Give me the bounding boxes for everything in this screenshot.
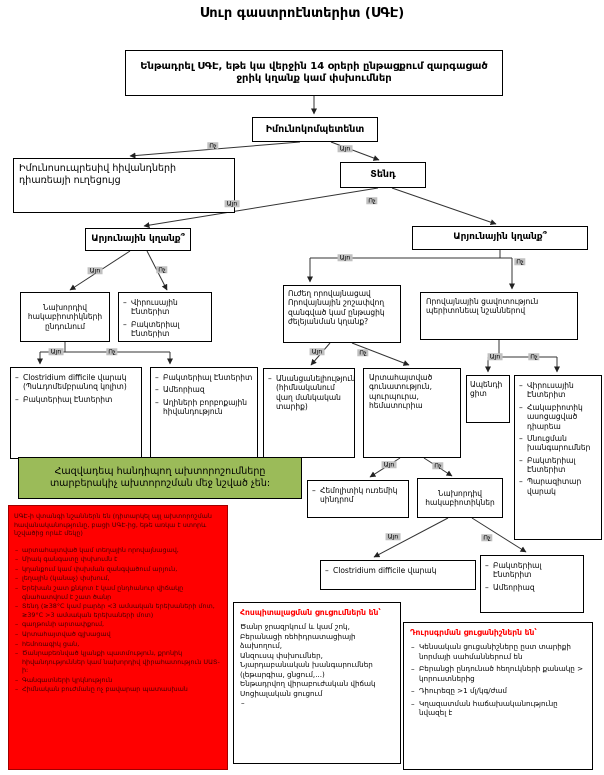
list-item: – Հիմնական բուժմանը ոչ բավարար պատասխան [14,685,222,694]
no-label: Ոչ [158,265,166,274]
list-item: – Բակտերիալ Էնտերիտ [122,320,209,339]
list-item: – հեմոռագիկ ցան, [14,640,222,649]
list-item: – Բակտերիալ Էնտերիտ [518,456,599,475]
node-cdiff-infection [320,560,476,590]
list-item: Բերանացի ռեհիդրատացիայի ձախողում, [240,631,356,651]
yes-label: Այո [311,347,323,356]
list-item: – Պարազիտար վարակ [518,477,599,496]
list-item: – Արտահայտված գլխացավ [14,630,222,639]
node-bloody-stool-right: Արյունային կղանք՞ [412,226,588,250]
yes-label: Այո [50,347,62,356]
node-immunocompetent: Իմունոկոմպետենտ [252,117,378,142]
list-item: – Սնուցման խանգարումներ [518,434,599,453]
yes-label: Այո [89,266,101,275]
list-item: – Հեմոլիտիկ ուռեմիկ սինդրոմ [311,486,406,505]
list-item: – արտահայտված կամ տեղային որովայնացավ, [14,546,222,555]
no-label: Ոչ [434,461,442,470]
no-label: Ոչ [530,352,538,361]
list-item: – Աղիների բորբոքային հիվանդություն [154,398,255,417]
node-bacterial-amoebiasis-ibd-list [150,367,258,459]
node-appendicitis: Ապենդիցիտ [466,375,510,423]
list-item: – Երեխան շատ քնկոտ է կամ ընդհանուր վիճակը գնահատվում է շատ ծանր [14,584,222,601]
yes-label: Այո [339,253,351,262]
node-pallor-purpura-hematuria: Արտահայտված գունատություն, պուրպուրա, հեմատուրիա [363,368,461,458]
node-nonbloody-differential-list [514,375,602,540]
danger-signs-intro: ՍԳԷ-ի վտանգի նշաններն են (դիտարկել այլ ախտորոշման հավանականությունը, բացի ՍԳԷ-ից, եթե առկա է ստորև նշվածից որևէ մեկը) [14,512,212,538]
list-item: – Վիրուսային Էնտերիտ [518,381,599,400]
no-label: Ոչ [209,141,217,150]
list-item: – Clostridium difficile վարակ [324,566,473,575]
node-prior-antibiotics-intake: Նախորդիվ հակաբիոտիկների ընդունում [20,292,110,342]
yes-label: Այո [226,199,238,208]
no-label: Ոչ [516,257,524,266]
hospitalization-title: Հոսպիտալացման ցուցումներն են՝ [240,608,381,617]
list-item: – Կղազատման հաճախականությունը նվազել է [410,699,586,718]
node-bacterial-amoebiasis-list [480,555,584,613]
list-item: – Ծանրաբեռնված կյանքի պատմություն, քրոնիկ հիվանդություններ կամ նախորդիվ վիրահատություն ՍԱՏ-ի: [14,649,222,675]
node-severe-abdominal-pain: Ուժեղ որովայնացավ Որովայնային շոշափվող զանգված կամ ընթացիկ ժելեյանման կղանք? [283,285,401,343]
list-item: – Ամեորիազ [484,583,581,592]
list-item: – Բակտերիալ Էնտերիտ [14,395,139,404]
yes-label: Այո [387,532,399,541]
danger-signs-box [8,505,228,770]
no-label: Ոչ [368,196,376,205]
list-item: – Վիրուսային Էնտերիտ [122,298,209,317]
list-item: – Դիուրեզը >1 մլ/կգ/ժամ [410,686,586,696]
list-item: Ծանր ջրազրկում և կամ շոկ, [240,622,350,632]
discharge-box [403,622,593,770]
no-label: Ոչ [359,348,367,357]
yes-label: Այո [339,144,351,153]
no-label: Ոչ [108,347,116,356]
node-bloody-stool-left: Արյունային կղանք՞ [85,228,191,251]
node-viral-bacterial-enteritis [118,292,212,342]
list-item: – Գանգատների կրկնություն [14,676,222,685]
page-title: Սուր գաստրոէնտերիտ (ՍԳԷ) [199,6,405,21]
list-item: – Անանցանելիություն (հիմնականում վաղ մանկական տարիք) [267,374,352,412]
node-prior-antibiotics: Նախորդիվ հակաբիոտիկներ [417,478,503,518]
node-cdiff-colitis-list [10,367,142,459]
no-label: Ոչ [483,533,491,542]
rare-diagnoses-note: Հազվադեպ հանդիպող ախտորոշումները տարբերակիչ ախտորոշման մեջ նշված չեն: [18,457,302,499]
list-item: Նյարդաբանական խանգարումներ (լեթարգիա, ցնցում,...) [240,660,373,679]
yes-label: Այո [383,460,395,469]
node-fever: Տենդ [340,162,426,188]
list-item: – Բակտերիալ Էնտերիտ [484,561,581,580]
list-item: – Clostridium difficile վարակ (Պսևդոմեմբրանոզ կոլիտ) [14,373,139,392]
list-item: Սոցիալական ցուցում [240,688,323,698]
list-item: – լեղային (կանաչ) փսխում, [14,574,222,583]
list-item: – Կենսական ցուցանիշները ըստ տարիքի նորմայի սահմաններում են [410,642,586,661]
list-item: – Ամեորիազ [154,385,255,394]
list-item: Անզուսպ փսխումներ, [240,650,323,660]
node-immunosuppressed-guide: Իմունոսուպրեսիվ հիվանդների դիառեայի ուղեցույց [13,158,235,213]
discharge-title: Դուրսգրման ցուցանիշներն են՝ [410,628,537,637]
list-item: – Միակ գանգատը փսխումն է [14,555,222,564]
yes-label: Այո [489,352,501,361]
node-intussusception [263,368,355,458]
node-peritoneal-signs: Որովայնային ցավոտություն պերիտոնեալ նշաններով [420,292,578,340]
list-item: – Հակաբիոտիկ ասոցացված դիարեա [518,403,599,431]
list-item: – գաղթունի արտափքում, [14,620,222,629]
node-hemolytic-uremic-syndrome [307,480,409,518]
hospitalization-box [233,602,401,764]
list-item: – Բերանցի ընդունած հեղուկների քանակը > կորուստներից [410,664,586,683]
list-item: – Տենդ (≥38°C կամ բարձր <3 ամսական երեխաների մոտ, ≥39°C >3 ամսական երեխաների մոտ) [14,602,222,619]
node-suspect-age: Ենթադրել ՍԳԷ, եթե կա վերջին 14 օրերի ընթացքում զարգացած ջրիկ կղանք կամ փսխումներ [125,50,503,96]
list-item: – Բակտերիալ Էնտերիտ [154,373,255,382]
list-item: – կղանքում կամ փսխման զանգվածում արյուն, [14,565,222,574]
list-item: Ենթադրվող վիրաբուժական վիճակ [240,679,376,689]
